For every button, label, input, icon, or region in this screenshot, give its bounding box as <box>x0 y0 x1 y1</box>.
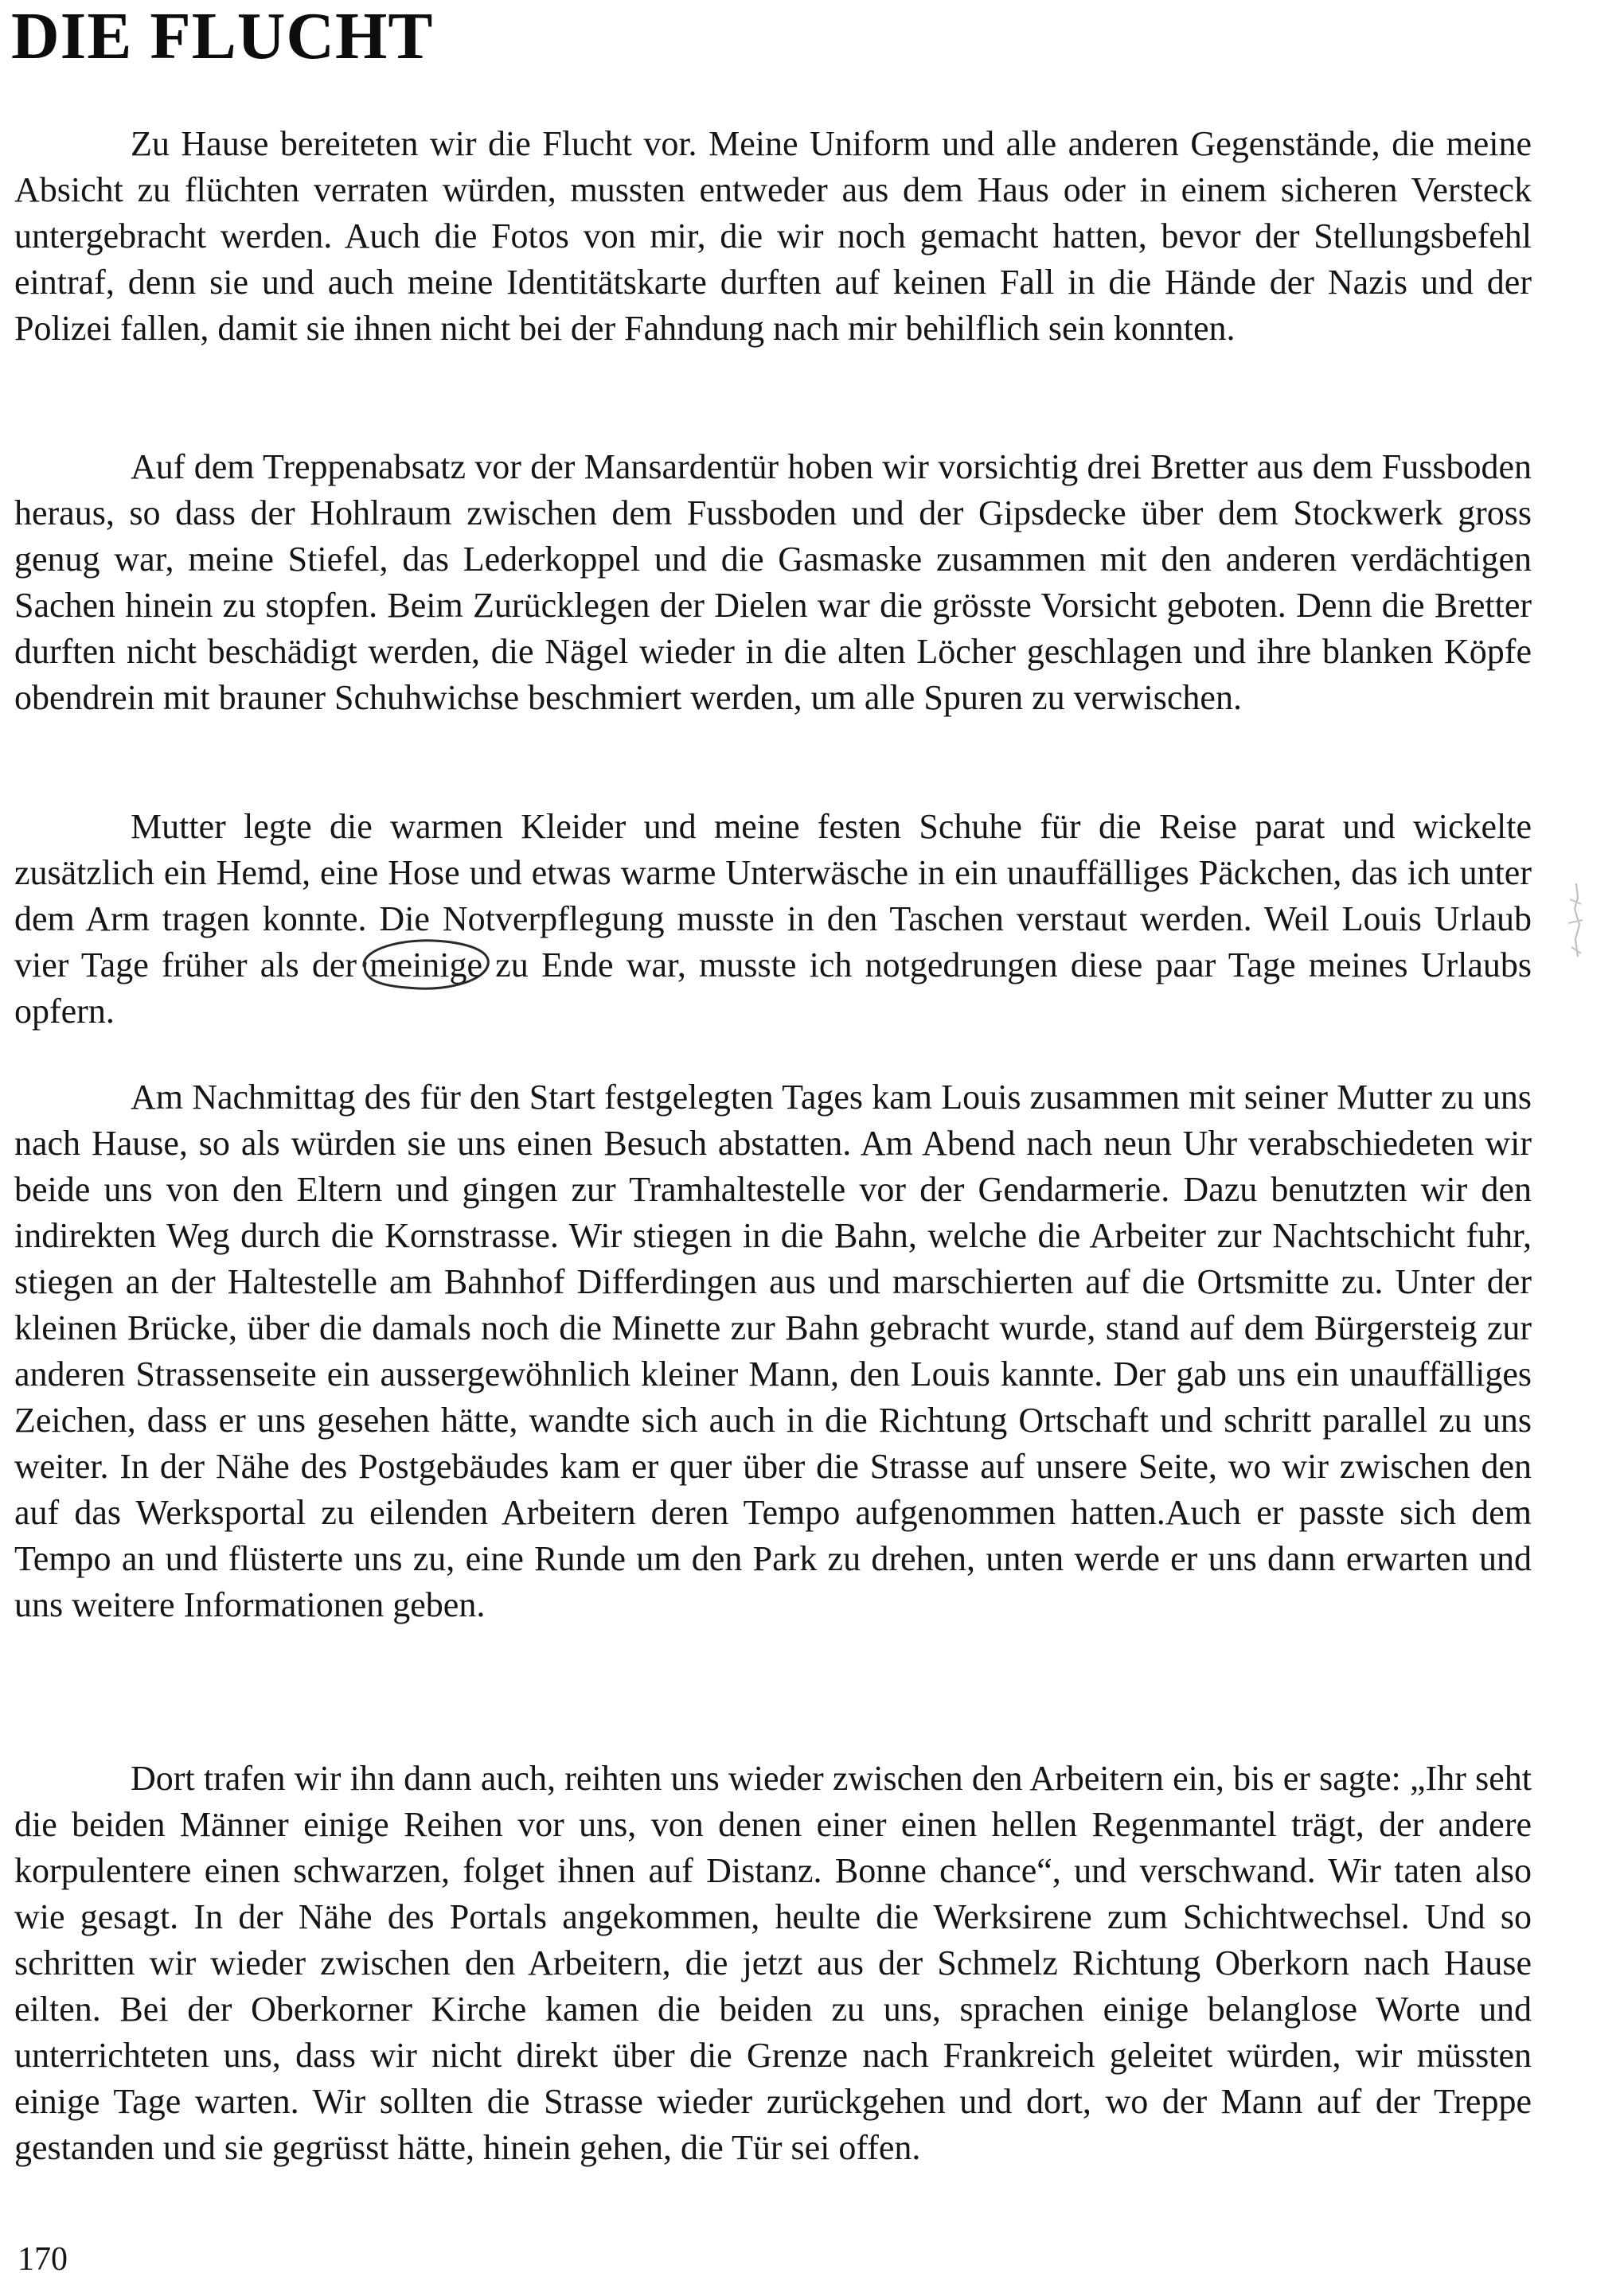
paragraph: Zu Hause bereiteten wir die Flucht vor. Meine Uniform und alle anderen Gegenstände, die meine Absicht zu flüchten verraten würden, mussten entweder aus dem Haus oder in einem sicheren Versteck untergebracht werden. Auch die Fotos von mir, die wir noch gemacht hatten, bevor der Stellungsbefehl eintraf, denn sie und auch meine Identitätskarte durften auf keinen Fall in die Hände der Nazis und der Polizei fallen, damit sie ihnen nicht bei der Fahndung nach mir behilflich sein konnten. <box>14 124 1532 348</box>
paragraph: Auf dem Treppenabsatz vor der Mansardentür hoben wir vorsichtig drei Bretter aus dem Fussboden heraus, so dass der Hohlraum zwischen dem Fussboden und der Gipsdecke über dem Stockwerk gross genug war, meine Stiefel, das Lederkoppel und die Gasmaske zusammen mit den anderen verdächtigen Sachen hinein zu stopfen. Beim Zurücklegen der Dielen war die grösste Vorsicht geboten. Denn die Bretter durften nicht beschädigt werden, die Nägel wieder in die alten Löcher geschlagen und ihre blanken Köpfe obendrein mit brauner Schuhwichse beschmiert werden, um alle Spuren zu verwischen. <box>14 447 1532 717</box>
paragraph: Mutter legte die warmen Kleider und meine festen Schuhe für die Reise parat und wickelte zusätzlich ein Hemd, eine Hose und etwas warme Unterwäsche in ein unauffälliges Päckchen, das ich unter dem Arm tragen konnte. Die Notverpflegung musste in den Taschen verstaut werden. Weil Louis Urlaub vier Tage früher als der meinige zu Ende war, musste ich notgedrungen diese paar Tage meines Urlaubs opfern. <box>14 807 1532 1031</box>
paragraph: Am Nachmittag des für den Start festgelegten Tages kam Louis zusammen mit seiner Mutter zu uns nach Hause, so als würden sie uns einen Besuch abstatten. Am Abend nach neun Uhr verabschiedeten wir beide uns von den Eltern und gingen zur Tramhaltestelle vor der Gendarmerie. Dazu benutzten wir den indirekten Weg durch die Kornstrasse. Wir stiegen in die Bahn, welche die Arbeiter zur Nachtschicht fuhr, stiegen an der Haltestelle am Bahnhof Differdingen aus und marschierten auf die Ortsmitte zu. Unter der kleinen Brücke, über die damals noch die Minette zur Bahn gebracht wurde, stand auf dem Bürgersteig zur anderen Strassenseite ein aussergewöhnlich kleiner Mann, den Louis kannte. Der gab uns ein unauffälliges Zeichen, dass er uns gesehen hätte, wandte sich auch in die Richtung Ortschaft und schritt parallel zu uns weiter. In der Nähe des Postgebäudes kam er quer über die Strasse auf unsere Seite, wo wir zwischen den auf das Werksportal zu eilenden Arbeitern deren Tempo aufgenommen hatten.Auch er passte sich dem Tempo an und flüsterte uns zu, eine Runde um den Park zu drehen, unten werde er uns dann erwarten und uns weitere Informationen geben. <box>14 1078 1532 1624</box>
scan-speck-mark <box>1552 875 1600 979</box>
page-number: 170 <box>18 2241 68 2278</box>
paragraph: Dort trafen wir ihn dann auch, reihten uns wieder zwischen den Arbeitern ein, bis er sagte: „Ihr seht die beiden Männer einige Reihen vor uns, von denen einer einen hellen Regenmantel trägt, der andere korpulentere einen schwarzen, folget ihnen auf Distanz. Bonne chance“, und verschwand. Wir taten also wie gesagt. In der Nähe des Portals angekommen, heulte die Werksirene zum Schichtwechsel. Und so schritten wir wieder zwischen den Arbeitern, die jetzt aus der Schmelz Richtung Oberkorn nach Hause eilten. Bei der Oberkorner Kirche kamen die beiden zu uns, sprachen einige belanglose Worte und unterrichteten uns, dass wir nicht direkt über die Grenze nach Frankreich geleitet würden, wir müssten einige Tage warten. Wir sollten die Strasse wieder zurückgehen und dort, wo der Mann auf der Treppe gestanden und sie gegrüsst hätte, hinein gehen, die Tür sei offen. <box>14 1759 1532 2167</box>
chapter-title: DIE FLUCHT <box>11 0 434 73</box>
